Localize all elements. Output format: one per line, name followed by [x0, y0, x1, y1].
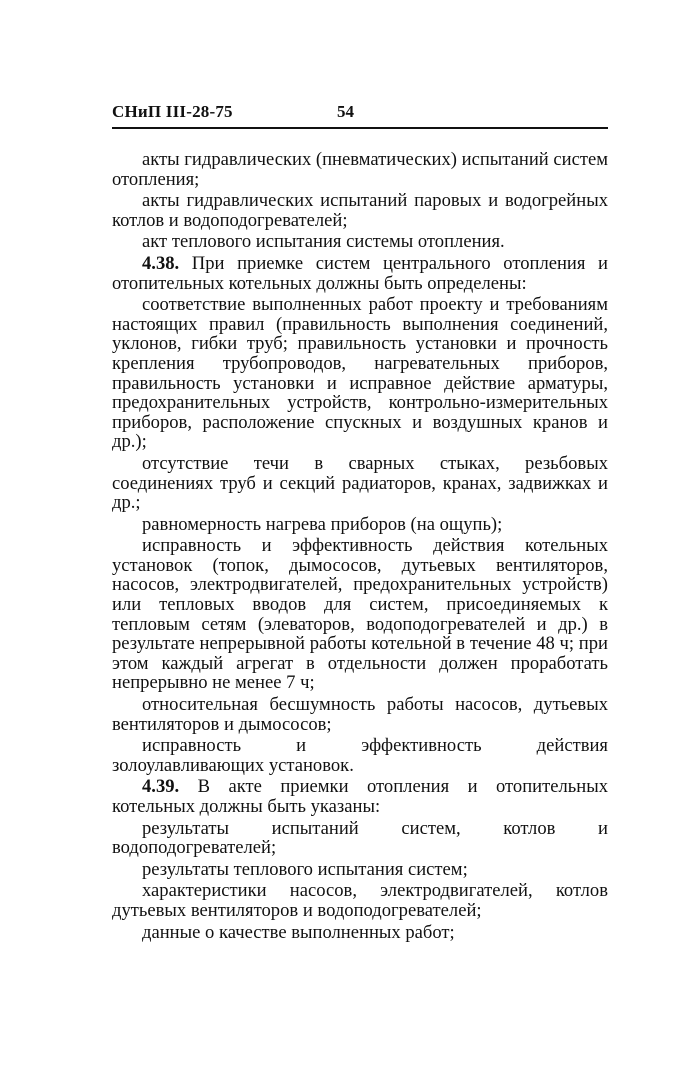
paragraph: акты гидравлических испытаний паровых и водогрейных котлов и водоподогревателей; — [112, 190, 608, 231]
paragraph: относительная бесшумность работы насосов, дутьевых вентиляторов и дымососов; — [112, 694, 608, 735]
paragraph: исправность и эффективность действия котельных установок (топок, дымососов, дутьевых вентиляторов, насосов, электродвигателей, предохранительных устройств) или тепловых вводов для систем, присоединяемых к тепловым сетям (элеваторов, водоподогревателей и др.) в результате непрерывной работы котельной в течение 48 ч; при этом каждый агрегат в отдельности должен проработать непрерывно не менее 7 ч; — [112, 535, 608, 694]
document-body — [112, 150, 608, 942]
paragraph: равномерность нагрева приборов (на ощупь); — [142, 513, 503, 535]
document-page — [112, 100, 608, 942]
paragraph: характеристики насосов, электродвигателей, котлов дутьевых вентиляторов и водоподогревателей; — [112, 880, 608, 921]
clause-number: 4.38. — [142, 252, 180, 274]
paragraph: исправность и эффективность действия золоулавливающих установок. — [112, 735, 608, 776]
clause-number: 4.39. — [142, 776, 180, 798]
paragraph: акты гидравлических (пневматических) испытаний систем отопления; — [112, 149, 608, 190]
paragraph: результаты испытаний систем, котлов и водоподогревателей; — [112, 817, 608, 859]
paragraph: результаты теплового испытания систем; — [142, 858, 468, 880]
paragraph: соответствие выполненных работ проекту и требованиям настоящих правил (правильность выполнения соединений, уклонов, гибки труб; правильность установки и прочность крепления трубопроводов, нагревательных приборов, правильность установки и исправное действие арматуры, предохранительных устройств, контрольно-измерительных приборов, расположение спускных и воздушных кранов и др.); — [112, 294, 608, 453]
document-code: СНиП III-28-75 — [112, 102, 233, 121]
clause-4-39: 4.39. В акте приемки отопления и отопительных котельных должны быть указаны: — [112, 776, 608, 817]
page-number: 54 — [337, 102, 354, 121]
clause-4-38: 4.38. При приемке систем центрального отопления и отопительных котельных должны быть определены: — [112, 252, 608, 294]
header-rule — [112, 127, 608, 129]
paragraph: данные о качестве выполненных работ; — [142, 921, 455, 943]
running-header — [112, 100, 608, 126]
paragraph: акт теплового испытания системы отопления. — [142, 231, 505, 253]
paragraph: отсутствие течи в сварных стыках, резьбовых соединениях труб и секций радиаторов, кранах, задвижках и др.; — [112, 452, 608, 514]
